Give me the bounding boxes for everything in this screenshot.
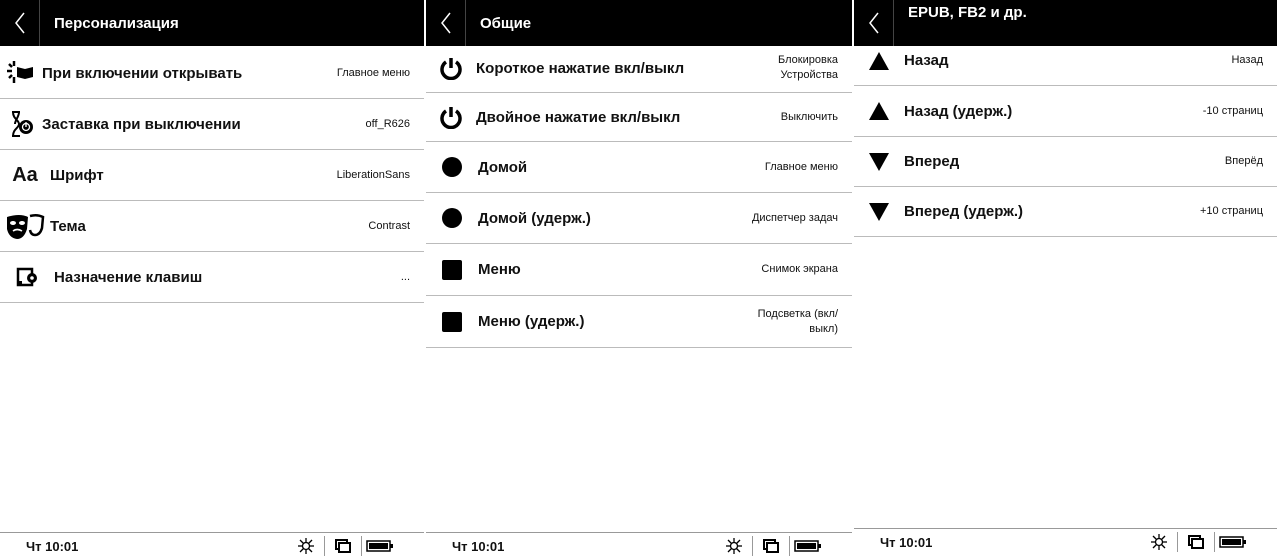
page-title: EPUB, FB2 и др. xyxy=(908,3,1027,21)
clock: Чт 10:01 xyxy=(880,534,933,550)
list-item-font[interactable] xyxy=(0,150,424,201)
row-value: ... xyxy=(400,270,410,283)
brightness-icon[interactable] xyxy=(288,534,324,558)
list-item-menu[interactable] xyxy=(426,244,852,296)
row-label: Домой (удерж.) xyxy=(478,209,591,227)
list-item-theme[interactable] xyxy=(0,201,424,252)
row-value: Вперёд xyxy=(1224,155,1263,167)
clock: Чт 10:01 xyxy=(452,538,505,554)
list-item-screensaver[interactable] xyxy=(0,99,424,150)
row-value: Диспетчер задач xyxy=(751,211,838,224)
list-item-power-short[interactable] xyxy=(426,44,852,93)
status-bar xyxy=(854,528,1277,555)
row-label: Домой xyxy=(478,158,528,176)
screensaver-icon xyxy=(0,103,42,145)
tasks-icon[interactable] xyxy=(753,534,789,558)
row-value: Выключить xyxy=(780,110,838,123)
list-item-back-hold[interactable] xyxy=(854,86,1277,137)
back-button[interactable] xyxy=(0,0,40,46)
list-item-on-startup[interactable] xyxy=(0,48,424,99)
power-icon xyxy=(426,96,476,138)
theme-mask-icon xyxy=(0,205,50,247)
chevron-left-icon xyxy=(868,12,880,34)
status-bar xyxy=(426,532,852,559)
status-icons xyxy=(716,534,852,558)
battery-icon[interactable] xyxy=(362,534,398,558)
triangle-down-icon xyxy=(854,141,904,183)
brightness-icon[interactable] xyxy=(1141,530,1177,554)
back-button[interactable] xyxy=(426,0,466,46)
battery-icon[interactable] xyxy=(790,534,826,558)
row-label: Вперед xyxy=(904,153,960,170)
row-value xyxy=(778,53,852,83)
list-item-key-assign[interactable] xyxy=(0,252,424,303)
clock: Чт 10:01 xyxy=(26,538,79,554)
battery-icon[interactable] xyxy=(1215,530,1251,554)
status-icons xyxy=(288,534,424,558)
list-item-forward-hold[interactable] xyxy=(854,187,1277,237)
panel-general xyxy=(426,0,852,559)
row-value-line2: Устройства xyxy=(780,69,838,81)
row-label: Заставка при выключении xyxy=(42,115,241,133)
row-value: off_R626 xyxy=(365,117,410,130)
row-label: Назад xyxy=(904,52,949,69)
row-label: Меню (удерж.) xyxy=(478,313,585,330)
page-title: Общие xyxy=(480,14,532,32)
row-label: Назначение клавиш xyxy=(54,268,203,286)
list-item-power-double[interactable] xyxy=(426,93,852,142)
page-title: Персонализация xyxy=(54,14,179,32)
row-value-line1: Подсветка (вкл/ xyxy=(757,307,838,320)
row-label: Назад (удерж.) xyxy=(904,102,1013,120)
list-item-back[interactable] xyxy=(854,36,1277,86)
row-label: Вперед (удерж.) xyxy=(904,203,1024,220)
row-label: Шрифт xyxy=(50,166,104,184)
panel-personalization xyxy=(0,0,424,559)
row-value: Contrast xyxy=(368,219,410,232)
power-icon xyxy=(426,47,476,89)
row-label: Короткое нажатие вкл/выкл xyxy=(476,59,685,77)
row-value: Снимок экрана xyxy=(761,263,838,275)
list-item-home[interactable] xyxy=(426,142,852,193)
list-item-forward[interactable] xyxy=(854,137,1277,187)
row-value xyxy=(758,307,852,337)
triangle-up-icon xyxy=(854,90,904,132)
row-label: Меню xyxy=(478,261,521,278)
chevron-left-icon xyxy=(440,12,452,34)
row-value: +10 страниц xyxy=(1199,205,1263,217)
row-label: При включении открывать xyxy=(42,64,243,82)
square-icon xyxy=(426,249,478,291)
row-value-line2: выкл) xyxy=(809,322,838,335)
header xyxy=(0,0,424,46)
row-label: Тема xyxy=(50,217,86,235)
tasks-icon[interactable] xyxy=(325,534,361,558)
book-open-icon xyxy=(0,52,42,94)
key-assign-icon xyxy=(0,256,54,298)
font-icon xyxy=(0,154,50,196)
row-value: Главное меню xyxy=(336,66,410,79)
tasks-icon[interactable] xyxy=(1178,530,1214,554)
square-icon xyxy=(426,301,478,343)
row-value-line1: Блокировка xyxy=(778,54,838,66)
row-value: LiberationSans xyxy=(336,168,410,181)
circle-icon xyxy=(426,146,478,188)
row-value: Назад xyxy=(1231,54,1263,66)
brightness-icon[interactable] xyxy=(716,534,752,558)
list-item-home-hold[interactable] xyxy=(426,193,852,244)
panel-epub xyxy=(854,0,1277,559)
header xyxy=(426,0,852,46)
font-icon-text: Aa xyxy=(12,163,38,186)
list-item-menu-hold[interactable] xyxy=(426,296,852,348)
triangle-up-icon xyxy=(854,40,904,82)
row-label: Двойное нажатие вкл/выкл xyxy=(476,108,681,126)
triangle-down-icon xyxy=(854,191,904,233)
status-icons xyxy=(1141,530,1277,554)
status-bar xyxy=(0,532,424,559)
row-value: Главное меню xyxy=(764,160,838,173)
row-value: -10 страниц xyxy=(1202,104,1263,117)
chevron-left-icon xyxy=(14,12,26,34)
circle-icon xyxy=(426,197,478,239)
